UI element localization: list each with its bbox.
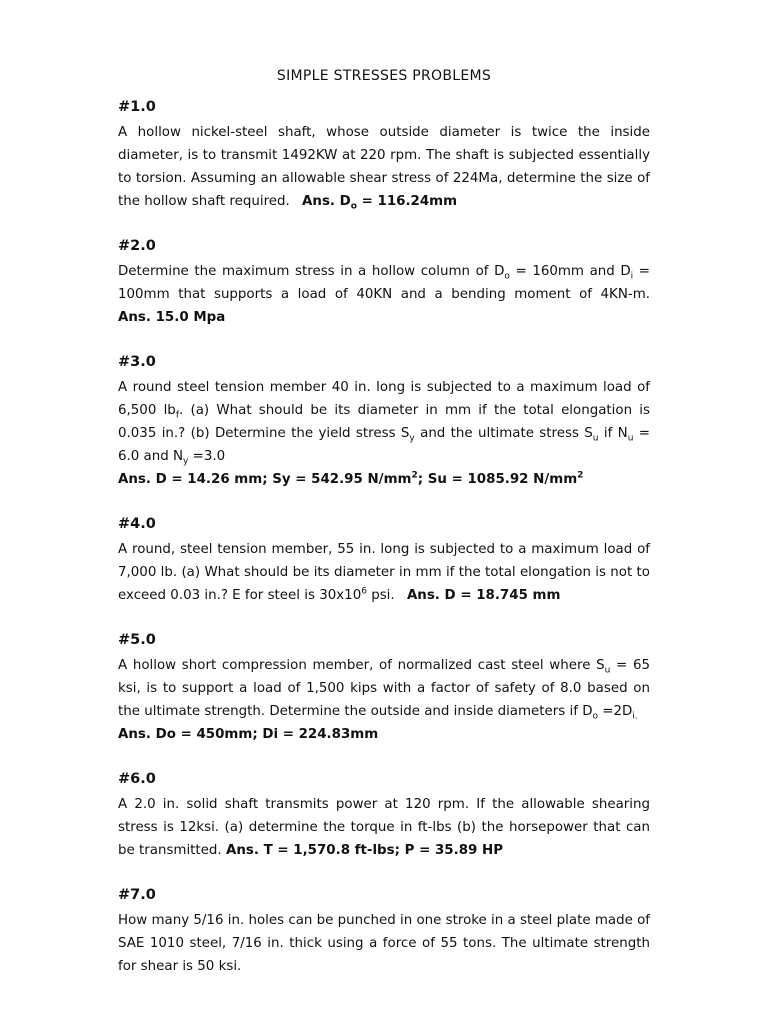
- problem-text: How many 5/16 in. holes can be punched in one stroke in a steel plate made of SAE 1010 steel, 7/16 in. thick using a force of 55 tons. The ultimate strength for shear is 50 ksi.: [118, 913, 650, 974]
- problem-number: #5.0: [118, 632, 156, 648]
- problem-7: [118, 884, 650, 978]
- problem-number: #1.0: [118, 99, 156, 115]
- problem-text: A round steel tension member 40 in. long is subjected to a maximum load of 6,500 $lb_f$. (a) What should be its diameter in mm if the total elongation is 0.035 in.? (b) Determine the yield stress $S_y$ and the ultimate stress $S_u$ if $N_u = 6.0$ and $N_y =3.0$: [118, 380, 651, 467]
- problem-text: A hollow nickel-steel shaft, whose outside diameter is twice the inside diameter, is to transmit 1492KW at 220 rpm. The shaft is subjected essentially to torsion. Assuming an allowable shear stress of 224Ma, determine the size of the hollow shaft required. Ans. $D_o = 116.24mm$: [118, 125, 650, 212]
- problem-5: [118, 629, 650, 746]
- page-title: SIMPLE STRESSES PROBLEMS: [276, 68, 492, 84]
- problem-2: [118, 235, 650, 329]
- problem-text: A hollow short compression member, of normalized cast steel where $S_u = 65$ ksi, is to support a load of 1,500 kips with a factor of safety of 8.0 based on the ultimate strength. Determine the outside and inside diameters if $D_o =2D_{i.}$: [118, 658, 650, 722]
- problem-number: #6.0: [118, 771, 156, 787]
- answer: Ans. D = 14.26 mm; Sy = 542.95 $N/mm^2$; Su = 1085.92 $N/mm^2$: [118, 470, 584, 487]
- answer: Ans. T = 1,570.8 ft-lbs; P = 35.89 HP: [225, 843, 504, 858]
- problem-number: #7.0: [118, 887, 156, 903]
- problem-text: A 2.0 in. solid shaft transmits power at 120 rpm. If the allowable shearing stress is 12ksi. (a) determine the torque in ft-lbs (b) the horsepower that can be transmitted. Ans. T = 1,570.8 ft-lbs; P = 35.89 HP: [118, 797, 650, 858]
- problem-number: #3.0: [118, 354, 156, 370]
- problem-3: [118, 351, 650, 491]
- problem-text: Determine the maximum stress in a hollow column of $D_o = 160mm$ and $D_i = 100mm$ that supports a load of 40KN and a bending moment of 4KN-m. Ans. 15.0 Mpa: [118, 264, 650, 325]
- answer: Ans. $D_o = 116.24mm$: [302, 194, 458, 212]
- problem-4: [118, 513, 650, 607]
- problem-number: #2.0: [118, 238, 156, 254]
- answer: Ans. Do = 450mm; Di = 224.83mm: [118, 727, 379, 742]
- problem-1: [118, 96, 650, 213]
- problem-number: #4.0: [118, 516, 156, 532]
- problem-6: [118, 768, 650, 862]
- answer: Ans. 15.0 Mpa: [118, 310, 226, 325]
- answer: Ans. D = 18.745 mm: [406, 588, 561, 603]
- problem-text: A round, steel tension member, 55 in. long is subjected to a maximum load of 7,000 lb. (a) What should be its diameter in mm if the total elongation is not to exceed 0.03 in.? E for steel is $30x10^6$ psi. Ans. D = 18.745 mm: [118, 542, 650, 603]
